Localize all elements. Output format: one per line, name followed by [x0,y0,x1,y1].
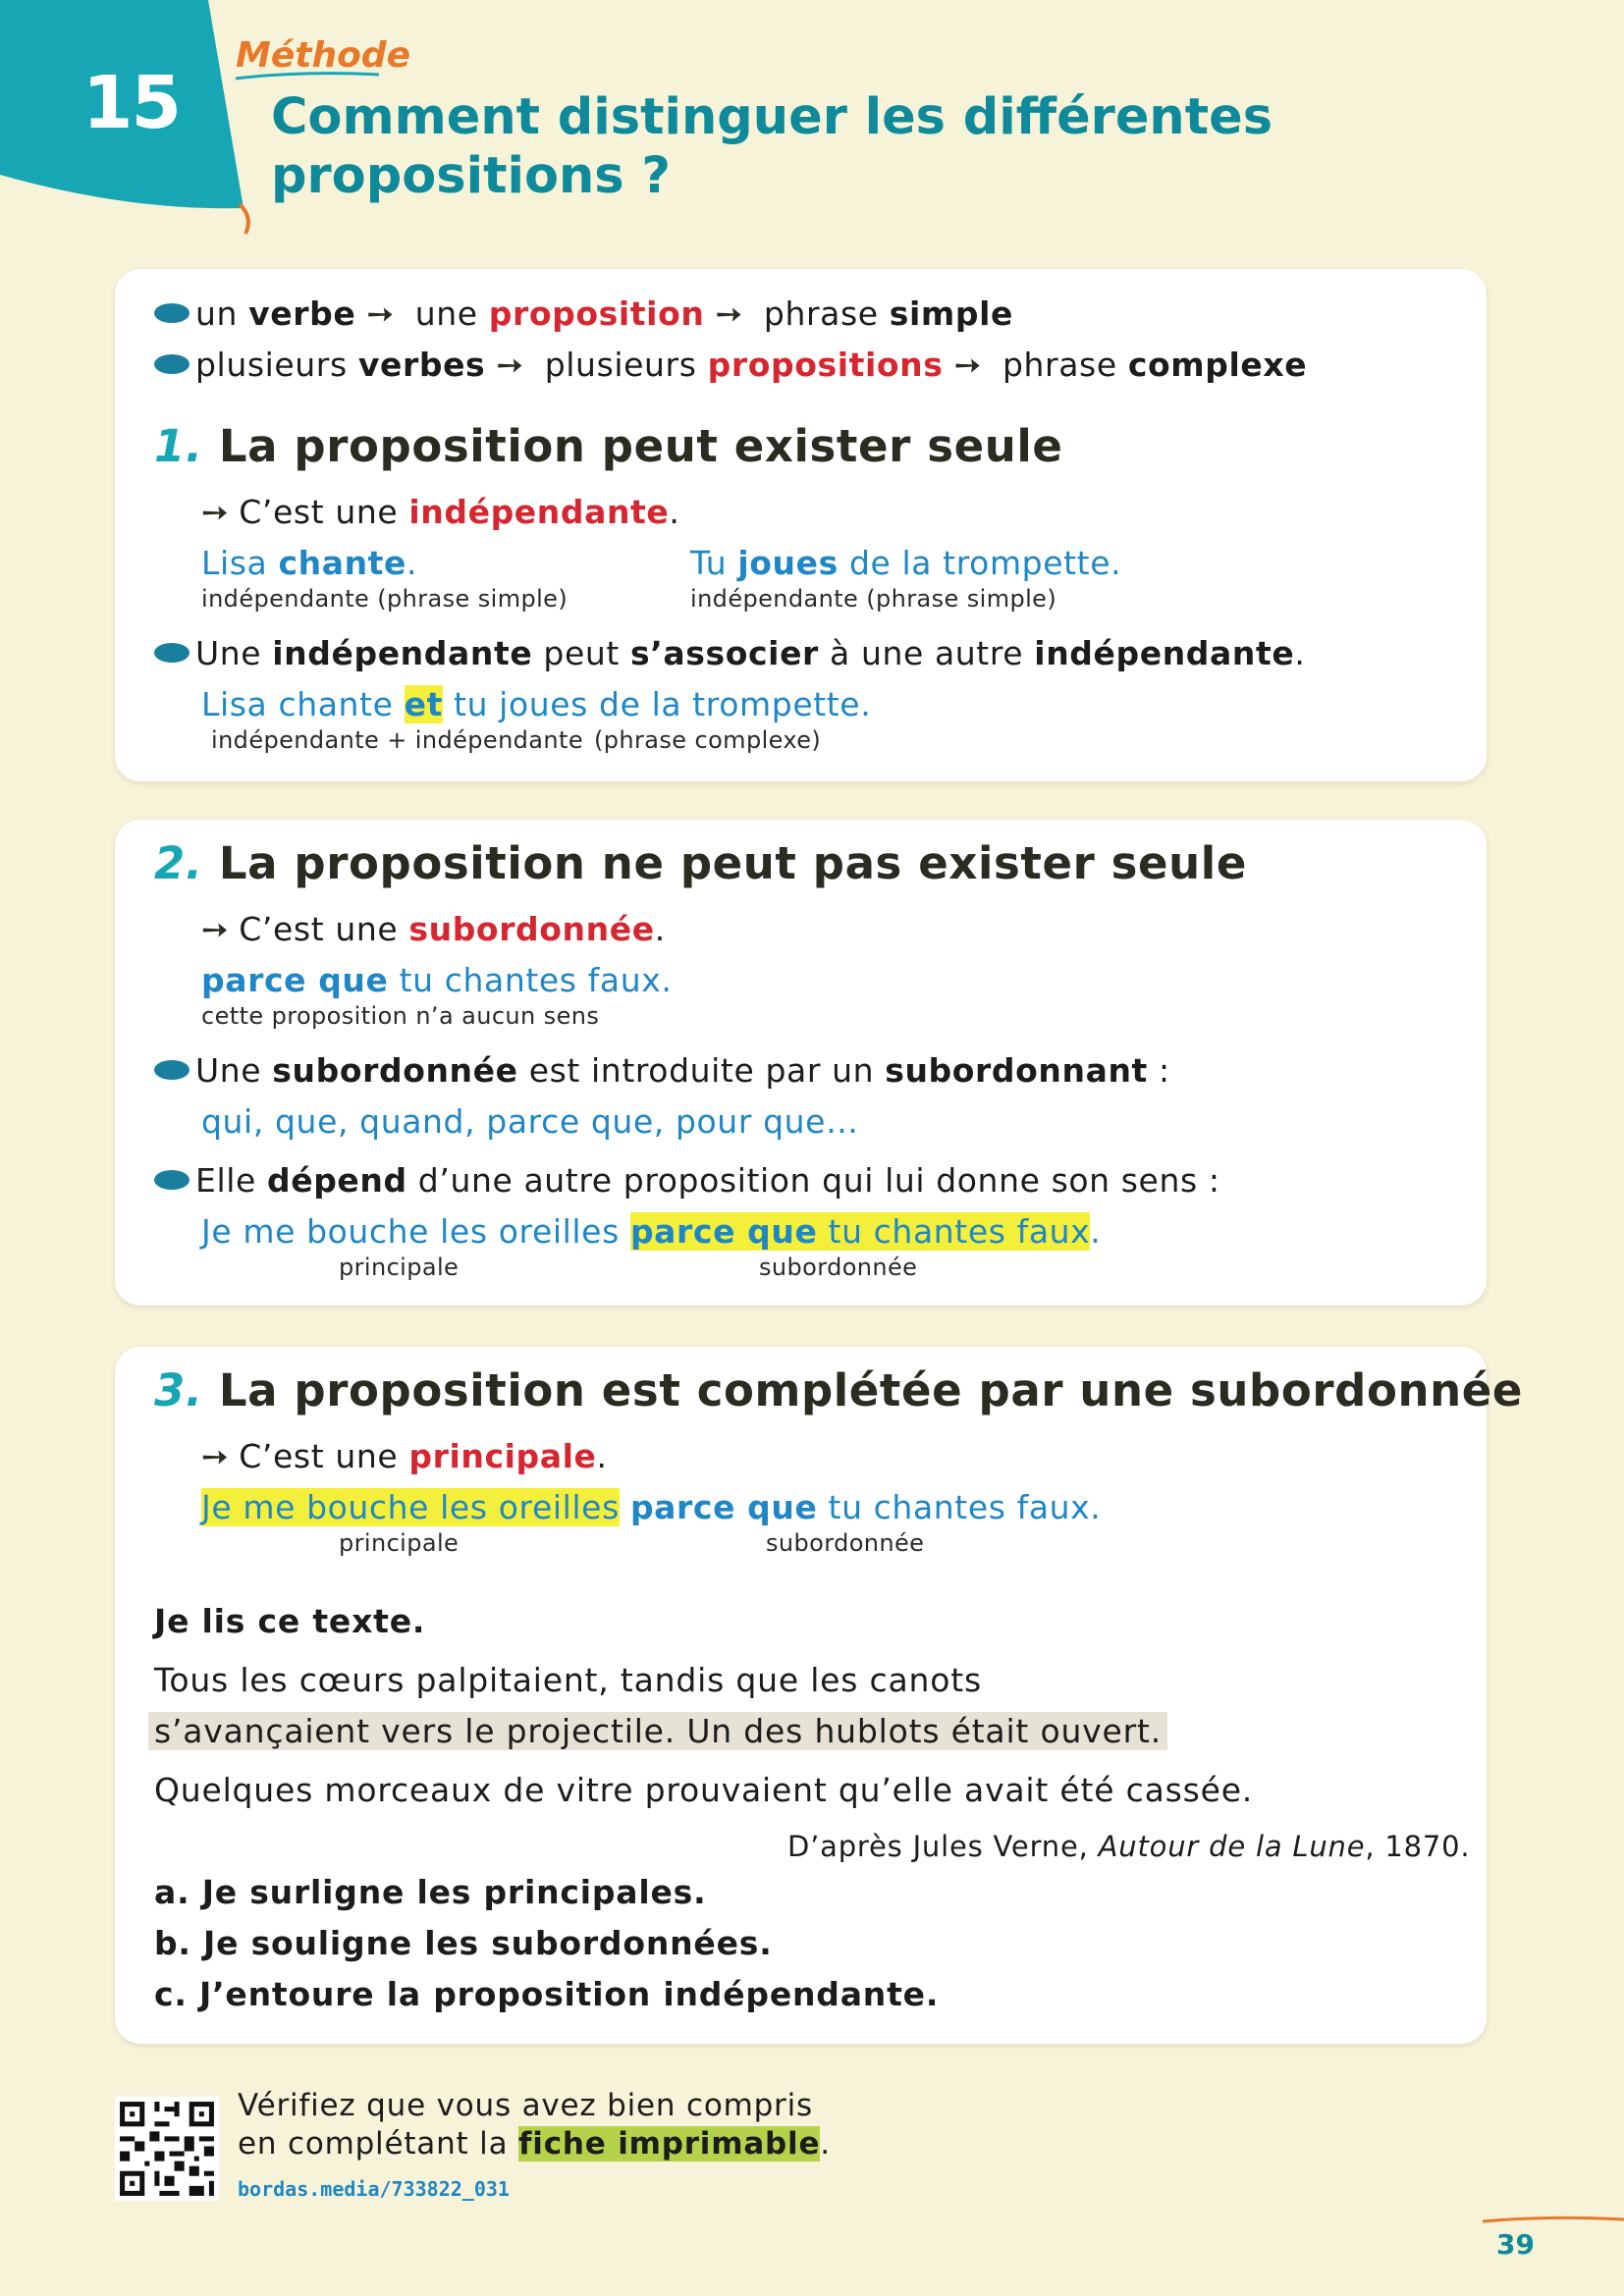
section-3-definition: ➙ C’est une principale. [201,1437,608,1475]
arrow-icon: ➙ [496,346,524,384]
lesson-number: 15 [82,61,180,145]
arrow-icon: ➙ [201,1437,230,1475]
exercise-text-line-2: s’avançaient vers le projectile. Un des hublots était ouvert. [148,1712,1167,1750]
section-3-number: 3. [154,1364,203,1416]
bullet-icon [154,303,189,323]
footer-media-link[interactable]: bordas.media/733822_031 [238,2177,510,2201]
bullet-icon [154,1060,189,1080]
page-title-line2: propositions ? [271,147,671,205]
arrow-icon: ➙ [366,294,395,333]
subordinator-list: qui, que, quand, parce que, pour que… [201,1102,859,1141]
method-label: Méthode [236,35,410,76]
section-2-definition: ➙ C’est une subordonnée. [201,910,666,948]
section-1-rule: Une indépendante peut s’associer à une autre indépendante. [154,632,1305,675]
example-main-and-subordinate: Je me bouche les oreilles parce que tu chantes faux. [201,1212,1102,1251]
section-1-title: 1. La proposition peut exister seule [154,420,1063,472]
exercise-heading: Je lis ce texte. [154,1602,426,1640]
section-1-number: 1. [154,420,203,472]
footer-line-1: Vérifiez que vous avez bien compris [238,2088,813,2123]
page-title [271,88,1449,206]
bullet-icon [154,1170,189,1190]
example-label: indépendante (phrase simple) [201,585,568,613]
card-section-3 [115,1347,1524,2044]
exercise-source: D’après Jules Verne, Autour de la Lune, 1870. [787,1830,1471,1863]
example-label: indépendante (phrase simple) [690,585,1057,613]
exercise-task-b: b. Je souligne les subordonnées. [154,1924,773,1962]
printable-sheet-link[interactable]: fiche imprimable [518,2126,821,2162]
example-compound-sentence: Lisa chante et tu joues de la trompette. [201,685,872,723]
example-label: indépendante + indépendante [211,726,584,754]
qr-code-icon[interactable] [115,2097,219,2201]
section-1-definition: ➙ C’est une indépendante. [201,493,680,531]
conjunction-highlight: et [404,685,443,723]
arrow-icon: ➙ [201,910,230,948]
section-2-rule-1: Une subordonnée est introduite par un subordonnant : [154,1049,1170,1093]
page-number-decoration [1483,2214,1624,2227]
exercise-text-line-3: Quelques morceaux de vitre prouvaient qu’elle avait été cassée. [154,1771,1254,1809]
intro-line-1: un verbe ➙ une proposition ➙ phrase simple [154,293,1013,336]
section-2-number: 2. [154,837,203,889]
section-3-title: 3. La proposition est complétée par une subordonnée [154,1364,1524,1416]
method-underline [234,69,381,82]
example-label: (phrase complexe) [594,726,822,754]
arrow-icon: ➙ [715,294,743,333]
section-2-rule-2: Elle dépend d’une autre proposition qui lui donne son sens : [154,1159,1220,1202]
label-subordonnee: subordonnée [759,1254,918,1281]
exercise-task-a: a. Je surligne les principales. [154,1873,707,1911]
example-label: cette proposition n’a aucun sens [201,1002,600,1030]
arrow-icon: ➙ [953,346,982,384]
principale-highlight: Je me bouche les oreilles [201,1488,620,1526]
subordinate-highlight: parce que tu chantes faux [629,1212,1091,1251]
example-principale: Je me bouche les oreilles parce que tu chantes faux. [201,1488,1102,1526]
card-section-2 [115,820,1487,1306]
page-title-line1: Comment distinguer les différentes [271,88,1273,146]
section-2-title: 2. La proposition ne peut pas exister seule [154,837,1247,889]
intro-line-2: plusieurs verbes ➙ plusieurs propositions ➙ phrase complexe [154,344,1307,387]
bullet-icon [154,643,189,663]
example-tu-joues: Tu joues de la trompette. [690,544,1122,582]
label-subordonnee: subordonnée [766,1529,925,1557]
label-principale: principale [339,1254,460,1281]
exercise-text-line-1: Tous les cœurs palpitaient, tandis que les canots [154,1661,982,1699]
card-section-1 [115,269,1487,781]
page-number: 39 [1496,2228,1535,2261]
label-principale: principale [339,1529,460,1557]
example-lisa-chante: Lisa chante. [201,544,418,582]
exercise-task-c: c. J’entoure la proposition indépendante. [154,1975,940,2013]
footer-line-2: en complétant la fiche imprimable. [238,2126,831,2162]
arrow-icon: ➙ [201,493,230,531]
bullet-icon [154,354,189,374]
example-subordinate-alone: parce que tu chantes faux. [201,961,673,999]
